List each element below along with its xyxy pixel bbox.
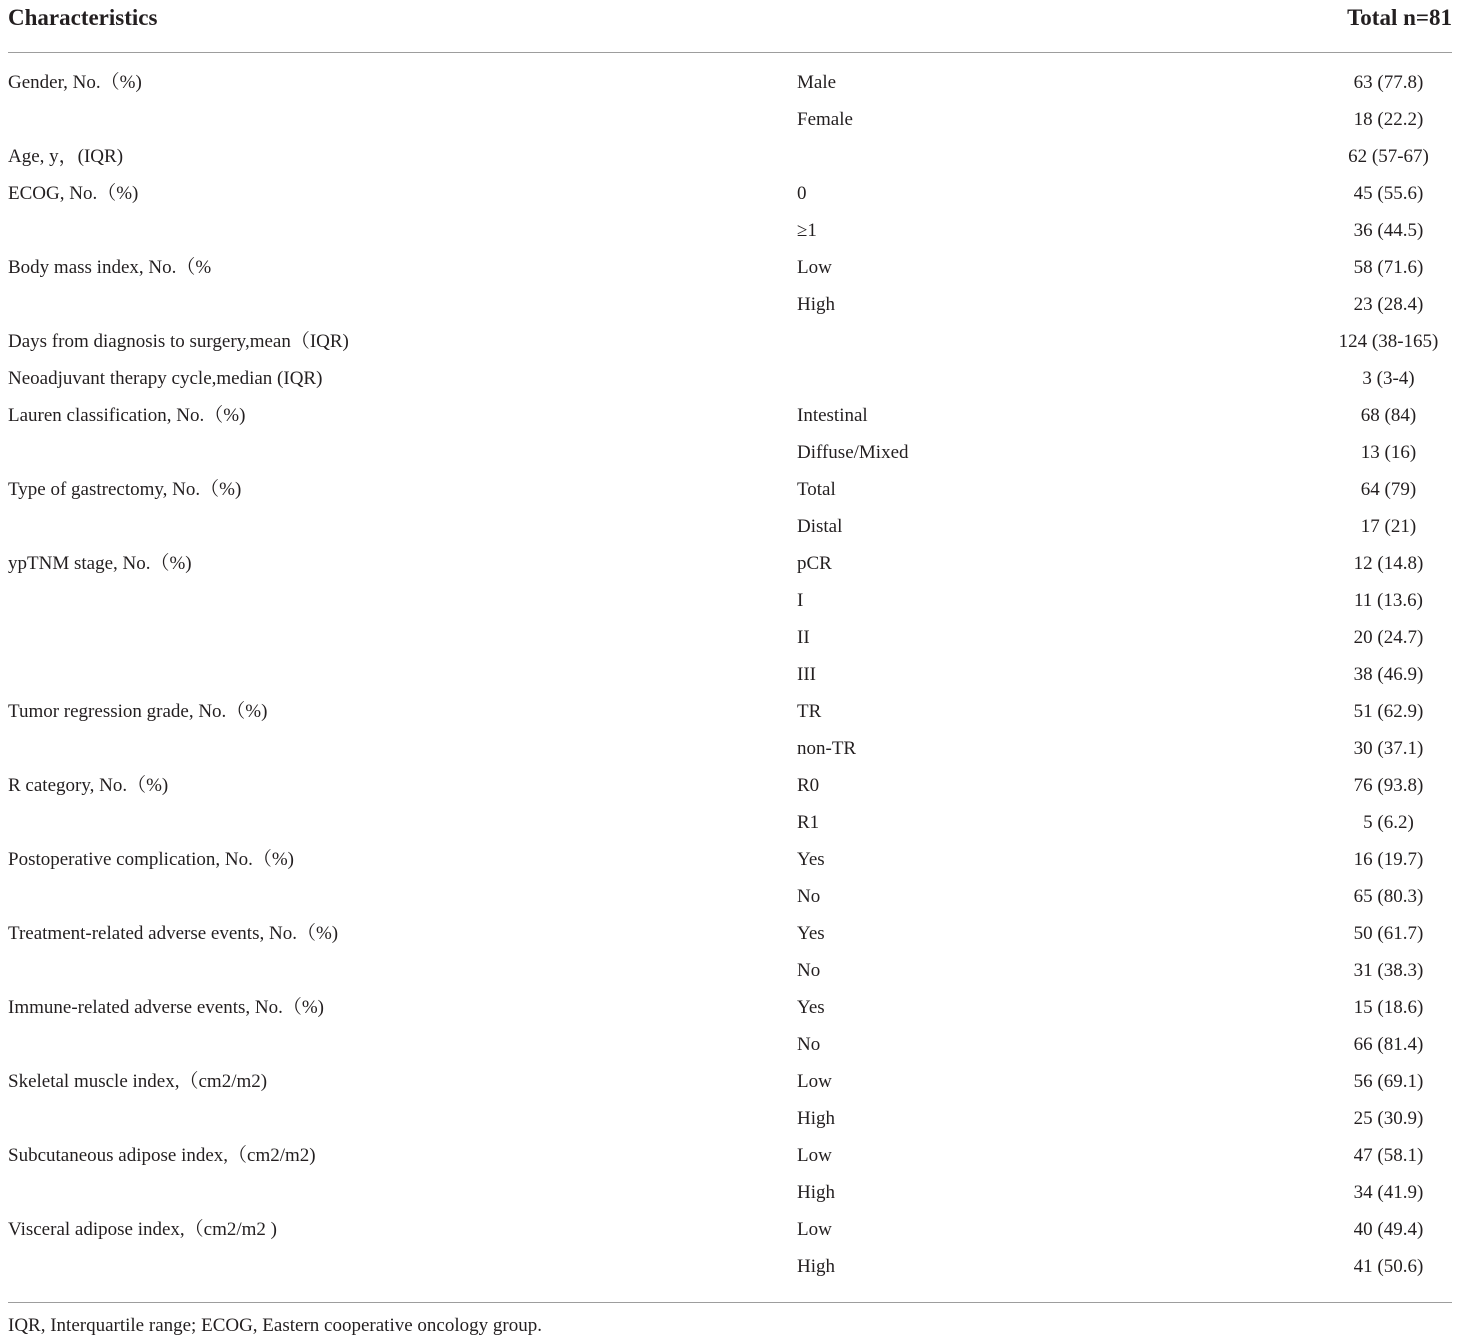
cell-characteristic: Skeletal muscle index,（cm2/m2) xyxy=(8,1071,268,1092)
cell-total-value: 45 (55.6) xyxy=(1353,183,1424,204)
table-row xyxy=(0,878,1460,915)
cell-total-value: 13 (16) xyxy=(1360,442,1417,463)
cell-total-value: 30 (37.1) xyxy=(1353,738,1424,759)
header-total: Total n=81 xyxy=(1347,5,1452,30)
cell-total-value: 38 (46.9) xyxy=(1353,664,1424,685)
cell-characteristic: Days from diagnosis to surgery,mean（IQR) xyxy=(8,331,349,352)
cell-category: TR xyxy=(797,701,822,722)
table-row xyxy=(0,64,1460,101)
cell-total-value: 58 (71.6) xyxy=(1353,257,1424,278)
cell-total-value: 41 (50.6) xyxy=(1353,1256,1424,1277)
cell-category: No xyxy=(797,1034,821,1055)
table-row xyxy=(0,471,1460,508)
cell-total-value: 15 (18.6) xyxy=(1353,997,1424,1018)
table-row xyxy=(0,767,1460,804)
cell-characteristic: Neoadjuvant therapy cycle,median (IQR) xyxy=(8,368,323,389)
cell-category: pCR xyxy=(797,553,832,574)
cell-total-value: 20 (24.7) xyxy=(1353,627,1424,648)
cell-category: No xyxy=(797,886,821,907)
cell-total-value: 18 (22.2) xyxy=(1353,109,1424,130)
cell-characteristic: Postoperative complication, No.（%) xyxy=(8,849,294,870)
table-row xyxy=(0,841,1460,878)
cell-total-value: 65 (80.3) xyxy=(1353,886,1424,907)
table-footnote: IQR, Interquartile range; ECOG, Eastern cooperative oncology group. xyxy=(8,1315,542,1336)
table-row xyxy=(0,545,1460,582)
table-row xyxy=(0,360,1460,397)
cell-characteristic: ECOG, No.（%) xyxy=(8,183,139,204)
table-row xyxy=(0,286,1460,323)
cell-characteristic: Lauren classification, No.（%) xyxy=(8,405,246,426)
table-row xyxy=(0,397,1460,434)
cell-category: Low xyxy=(797,1219,832,1240)
cell-category: Low xyxy=(797,1145,832,1166)
table-row xyxy=(0,1211,1460,1248)
cell-category: No xyxy=(797,960,821,981)
cell-category: Intestinal xyxy=(797,405,868,426)
table-row xyxy=(0,952,1460,989)
cell-total-value: 47 (58.1) xyxy=(1353,1145,1424,1166)
cell-category: I xyxy=(797,590,804,611)
cell-characteristic: Type of gastrectomy, No.（%) xyxy=(8,479,242,500)
cell-category: II xyxy=(797,627,810,648)
cell-category: High xyxy=(797,294,835,315)
cell-total-value: 51 (62.9) xyxy=(1353,701,1424,722)
table-row xyxy=(0,656,1460,693)
cell-category: Total xyxy=(797,479,836,500)
cell-total-value: 5 (6.2) xyxy=(1363,812,1414,833)
cell-characteristic: ypTNM stage, No.（%) xyxy=(8,553,192,574)
table-row xyxy=(0,1026,1460,1063)
cell-total-value: 12 (14.8) xyxy=(1353,553,1424,574)
table-row xyxy=(0,804,1460,841)
cell-total-value: 64 (79) xyxy=(1360,479,1417,500)
cell-total-value: 17 (21) xyxy=(1360,516,1417,537)
cell-category: R1 xyxy=(797,812,820,833)
table-row xyxy=(0,138,1460,175)
cell-category: Diffuse/Mixed xyxy=(797,442,909,463)
cell-characteristic: Age, y，(IQR) xyxy=(8,146,124,167)
cell-category: III xyxy=(797,664,816,685)
cell-total-value: 76 (93.8) xyxy=(1353,775,1424,796)
cell-total-value: 3 (3-4) xyxy=(1362,368,1415,389)
cell-characteristic: Visceral adipose index,（cm2/m2 ) xyxy=(8,1219,278,1240)
cell-category: High xyxy=(797,1108,835,1129)
cell-total-value: 40 (49.4) xyxy=(1353,1219,1424,1240)
cell-total-value: 124 (38-165) xyxy=(1338,331,1439,352)
cell-characteristic: R category, No.（%) xyxy=(8,775,169,796)
table-body xyxy=(0,64,1460,1285)
cell-characteristic: Body mass index, No.（% xyxy=(8,257,212,278)
table-row xyxy=(0,582,1460,619)
cell-characteristic: Tumor regression grade, No.（%) xyxy=(8,701,268,722)
cell-characteristic: Treatment-related adverse events, No.（%) xyxy=(8,923,339,944)
cell-category: High xyxy=(797,1256,835,1277)
cell-total-value: 56 (69.1) xyxy=(1353,1071,1424,1092)
cell-total-value: 62 (57-67) xyxy=(1348,146,1429,167)
cell-total-value: 11 (13.6) xyxy=(1354,590,1423,611)
cell-category: 0 xyxy=(797,183,807,204)
table-row xyxy=(0,730,1460,767)
cell-category: Low xyxy=(797,1071,832,1092)
cell-category: Yes xyxy=(797,997,825,1018)
cell-total-value: 36 (44.5) xyxy=(1353,220,1424,241)
table-row xyxy=(0,175,1460,212)
header-divider xyxy=(8,52,1452,53)
table-row xyxy=(0,1063,1460,1100)
cell-total-value: 34 (41.9) xyxy=(1353,1182,1424,1203)
table-row xyxy=(0,323,1460,360)
table-row xyxy=(0,508,1460,545)
table-row xyxy=(0,212,1460,249)
header-characteristics: Characteristics xyxy=(8,5,158,30)
cell-category: Yes xyxy=(797,923,825,944)
footer-divider xyxy=(8,1302,1452,1303)
cell-category: Yes xyxy=(797,849,825,870)
cell-category: Female xyxy=(797,109,853,130)
cell-characteristic: Gender, No.（%) xyxy=(8,72,142,93)
cell-category: R0 xyxy=(797,775,820,796)
cell-category: High xyxy=(797,1182,835,1203)
cell-category: non-TR xyxy=(797,738,857,759)
table-row xyxy=(0,915,1460,952)
table-header-row xyxy=(0,0,1460,38)
cell-category: Low xyxy=(797,257,832,278)
cell-total-value: 50 (61.7) xyxy=(1353,923,1424,944)
table-row xyxy=(0,249,1460,286)
cell-total-value: 63 (77.8) xyxy=(1353,72,1424,93)
table-row xyxy=(0,1100,1460,1137)
cell-characteristic: Subcutaneous adipose index,（cm2/m2) xyxy=(8,1145,316,1166)
table-row xyxy=(0,1137,1460,1174)
table-row xyxy=(0,1248,1460,1285)
cell-total-value: 68 (84) xyxy=(1360,405,1417,426)
cell-total-value: 16 (19.7) xyxy=(1353,849,1424,870)
table-row xyxy=(0,1174,1460,1211)
table-row xyxy=(0,434,1460,471)
table-row xyxy=(0,101,1460,138)
table-row xyxy=(0,989,1460,1026)
cell-characteristic: Immune-related adverse events, No.（%) xyxy=(8,997,325,1018)
cell-total-value: 25 (30.9) xyxy=(1353,1108,1424,1129)
cell-total-value: 31 (38.3) xyxy=(1353,960,1424,981)
cell-category: ≥1 xyxy=(797,220,817,241)
cell-total-value: 23 (28.4) xyxy=(1353,294,1424,315)
table-row xyxy=(0,693,1460,730)
cell-total-value: 66 (81.4) xyxy=(1353,1034,1424,1055)
table-row xyxy=(0,619,1460,656)
cell-category: Male xyxy=(797,72,837,93)
cell-category: Distal xyxy=(797,516,843,537)
